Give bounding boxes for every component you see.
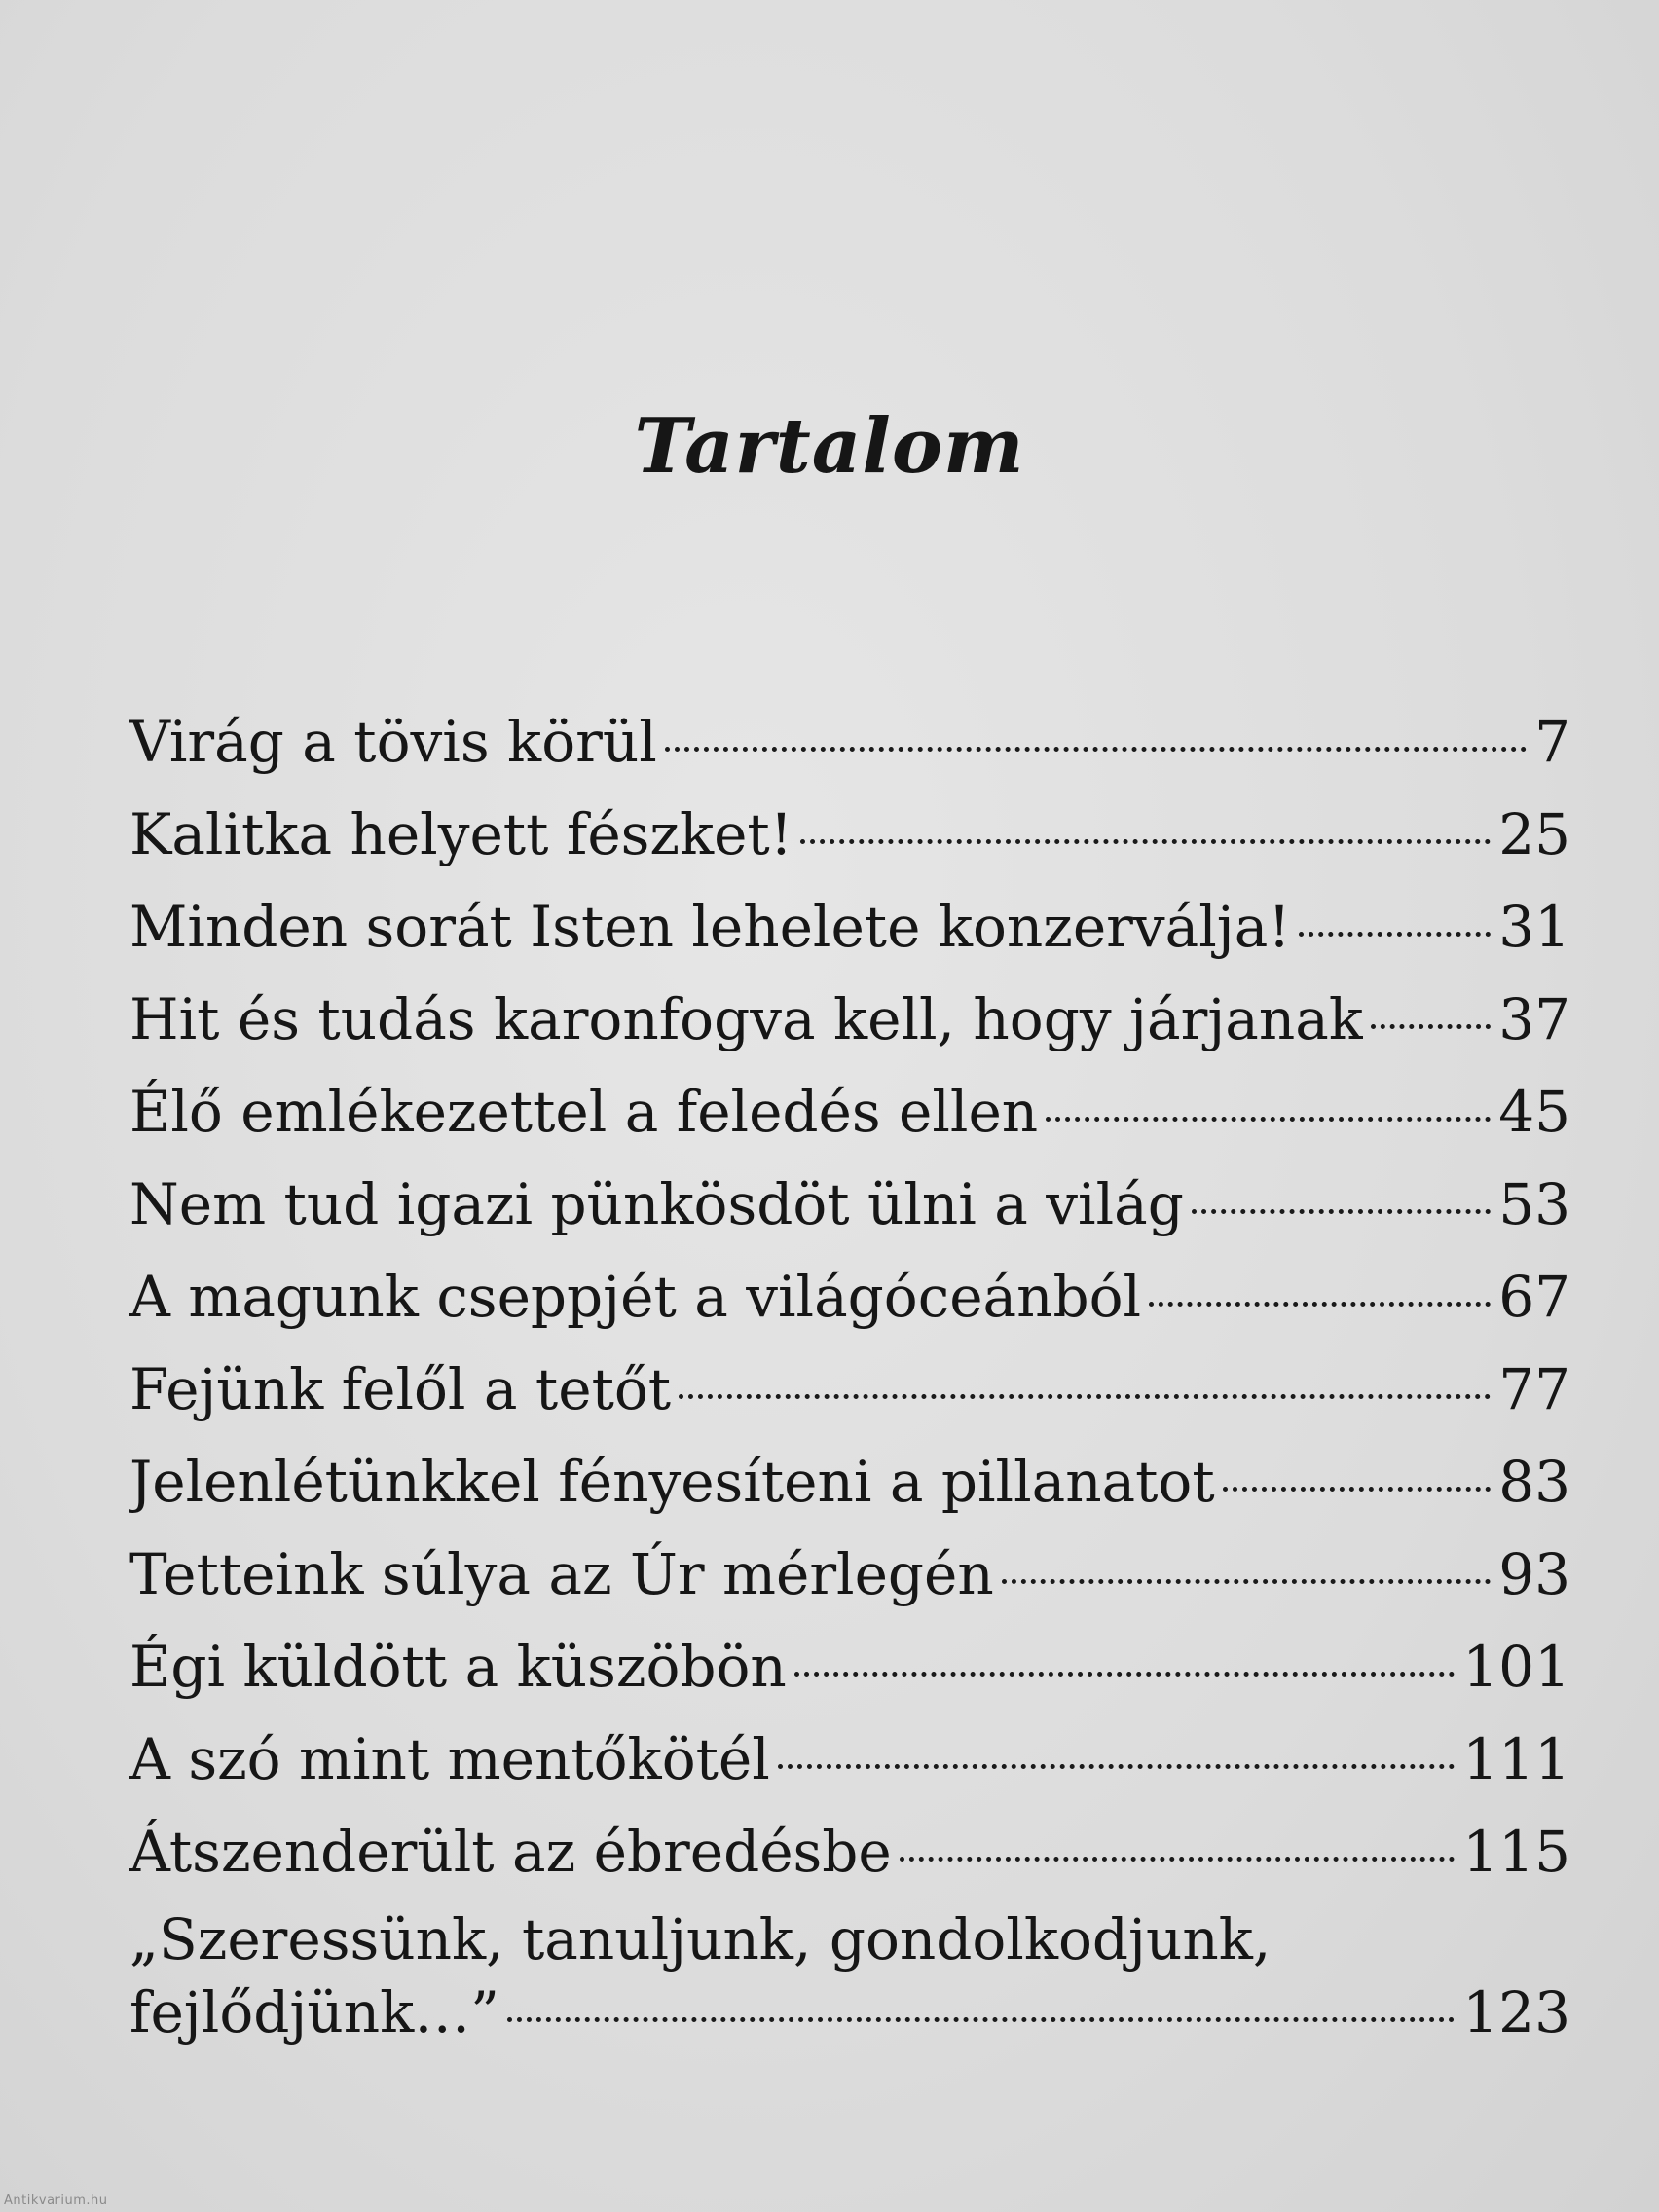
toc-entry-page: 111: [1462, 1726, 1570, 1792]
toc-entry-title: Virág a tövis körül: [129, 709, 657, 775]
toc-entry: [129, 1714, 1570, 1806]
toc-entry-title: Élő emlékezettel a feledés ellen: [129, 1079, 1039, 1145]
toc-entry-page: 45: [1498, 1079, 1570, 1145]
toc-entry: [129, 974, 1570, 1066]
toc-entry-title: A magunk cseppjét a világóceánból: [129, 1264, 1142, 1330]
toc-entry-page: 83: [1498, 1449, 1570, 1515]
toc-entry-title: Nem tud igazi pünkösdöt ülni a világ: [129, 1171, 1184, 1237]
watermark: Antikvarium.hu: [4, 2194, 108, 2208]
toc-entry-title-line1: „Szeressünk, tanuljunk, gondolkodjunk,: [129, 1906, 1272, 1972]
toc-entry: [129, 1529, 1570, 1621]
toc-entry-title-line2: fejlődjünk…”: [129, 1979, 499, 2046]
toc-entry: [129, 1159, 1570, 1251]
toc-entry-page: 67: [1498, 1264, 1570, 1330]
toc-entry: [129, 1344, 1570, 1436]
table-of-contents: [129, 696, 1570, 2049]
dot-leader: [1149, 1302, 1491, 1307]
toc-entry-title: Fejünk felől a tetőt: [129, 1356, 672, 1422]
toc-entry-title: A szó mint mentőkötél: [129, 1726, 770, 1792]
dot-leader: [1046, 1117, 1491, 1122]
toc-entry-page: 123: [1462, 1979, 1570, 2046]
dot-leader: [1002, 1579, 1491, 1584]
toc-entry-page: 25: [1498, 801, 1570, 867]
dot-leader: [679, 1394, 1491, 1399]
dot-leader: [1371, 1024, 1491, 1029]
toc-entry: [129, 1806, 1570, 1899]
toc-entry-title: Jelenlétünkkel fényesíteni a pillanatot: [129, 1449, 1215, 1515]
toc-entry: [129, 1066, 1570, 1159]
toc-entry-page: 77: [1498, 1356, 1570, 1422]
toc-entry-page: 101: [1462, 1634, 1570, 1700]
toc-entry-title: Kalitka helyett fészket!: [129, 801, 793, 867]
page-title: Tartalom: [634, 402, 1025, 492]
dot-leader: [1192, 1209, 1491, 1214]
toc-entry-title: Minden sorát Isten lehelete konzerválja!: [129, 894, 1291, 960]
toc-entry-page: 37: [1498, 986, 1570, 1052]
toc-entry: [129, 1621, 1570, 1714]
toc-entry-page: 93: [1498, 1541, 1570, 1607]
toc-entry-page: 53: [1498, 1171, 1570, 1237]
dot-leader: [665, 747, 1527, 752]
dot-leader: [778, 1764, 1455, 1769]
dot-leader: [800, 839, 1491, 844]
toc-entry-page: 115: [1462, 1819, 1570, 1885]
dot-leader: [794, 1672, 1456, 1677]
dot-leader: [1223, 1487, 1492, 1492]
toc-entry-title: Égi küldött a küszöbön: [129, 1634, 787, 1700]
toc-entry: [129, 1436, 1570, 1529]
toc-entry-title: Átszenderült az ébredésbe: [129, 1819, 892, 1885]
toc-entry: [129, 696, 1570, 789]
toc-entry-title: Hit és tudás karonfogva kell, hogy járjanak: [129, 986, 1363, 1052]
toc-entry-page: 31: [1498, 894, 1570, 960]
toc-entry: [129, 789, 1570, 881]
toc-entry-line2: [129, 1976, 1570, 2049]
toc-entry: [129, 881, 1570, 974]
dot-leader: [1299, 932, 1492, 937]
toc-entry: [129, 1251, 1570, 1344]
toc-entry-title: Tetteink súlya az Úr mérlegén: [129, 1541, 994, 1607]
toc-entry: [129, 1903, 1570, 2049]
toc-entry-page: 7: [1534, 709, 1570, 775]
dot-leader: [507, 2017, 1455, 2022]
dot-leader: [900, 1857, 1456, 1862]
